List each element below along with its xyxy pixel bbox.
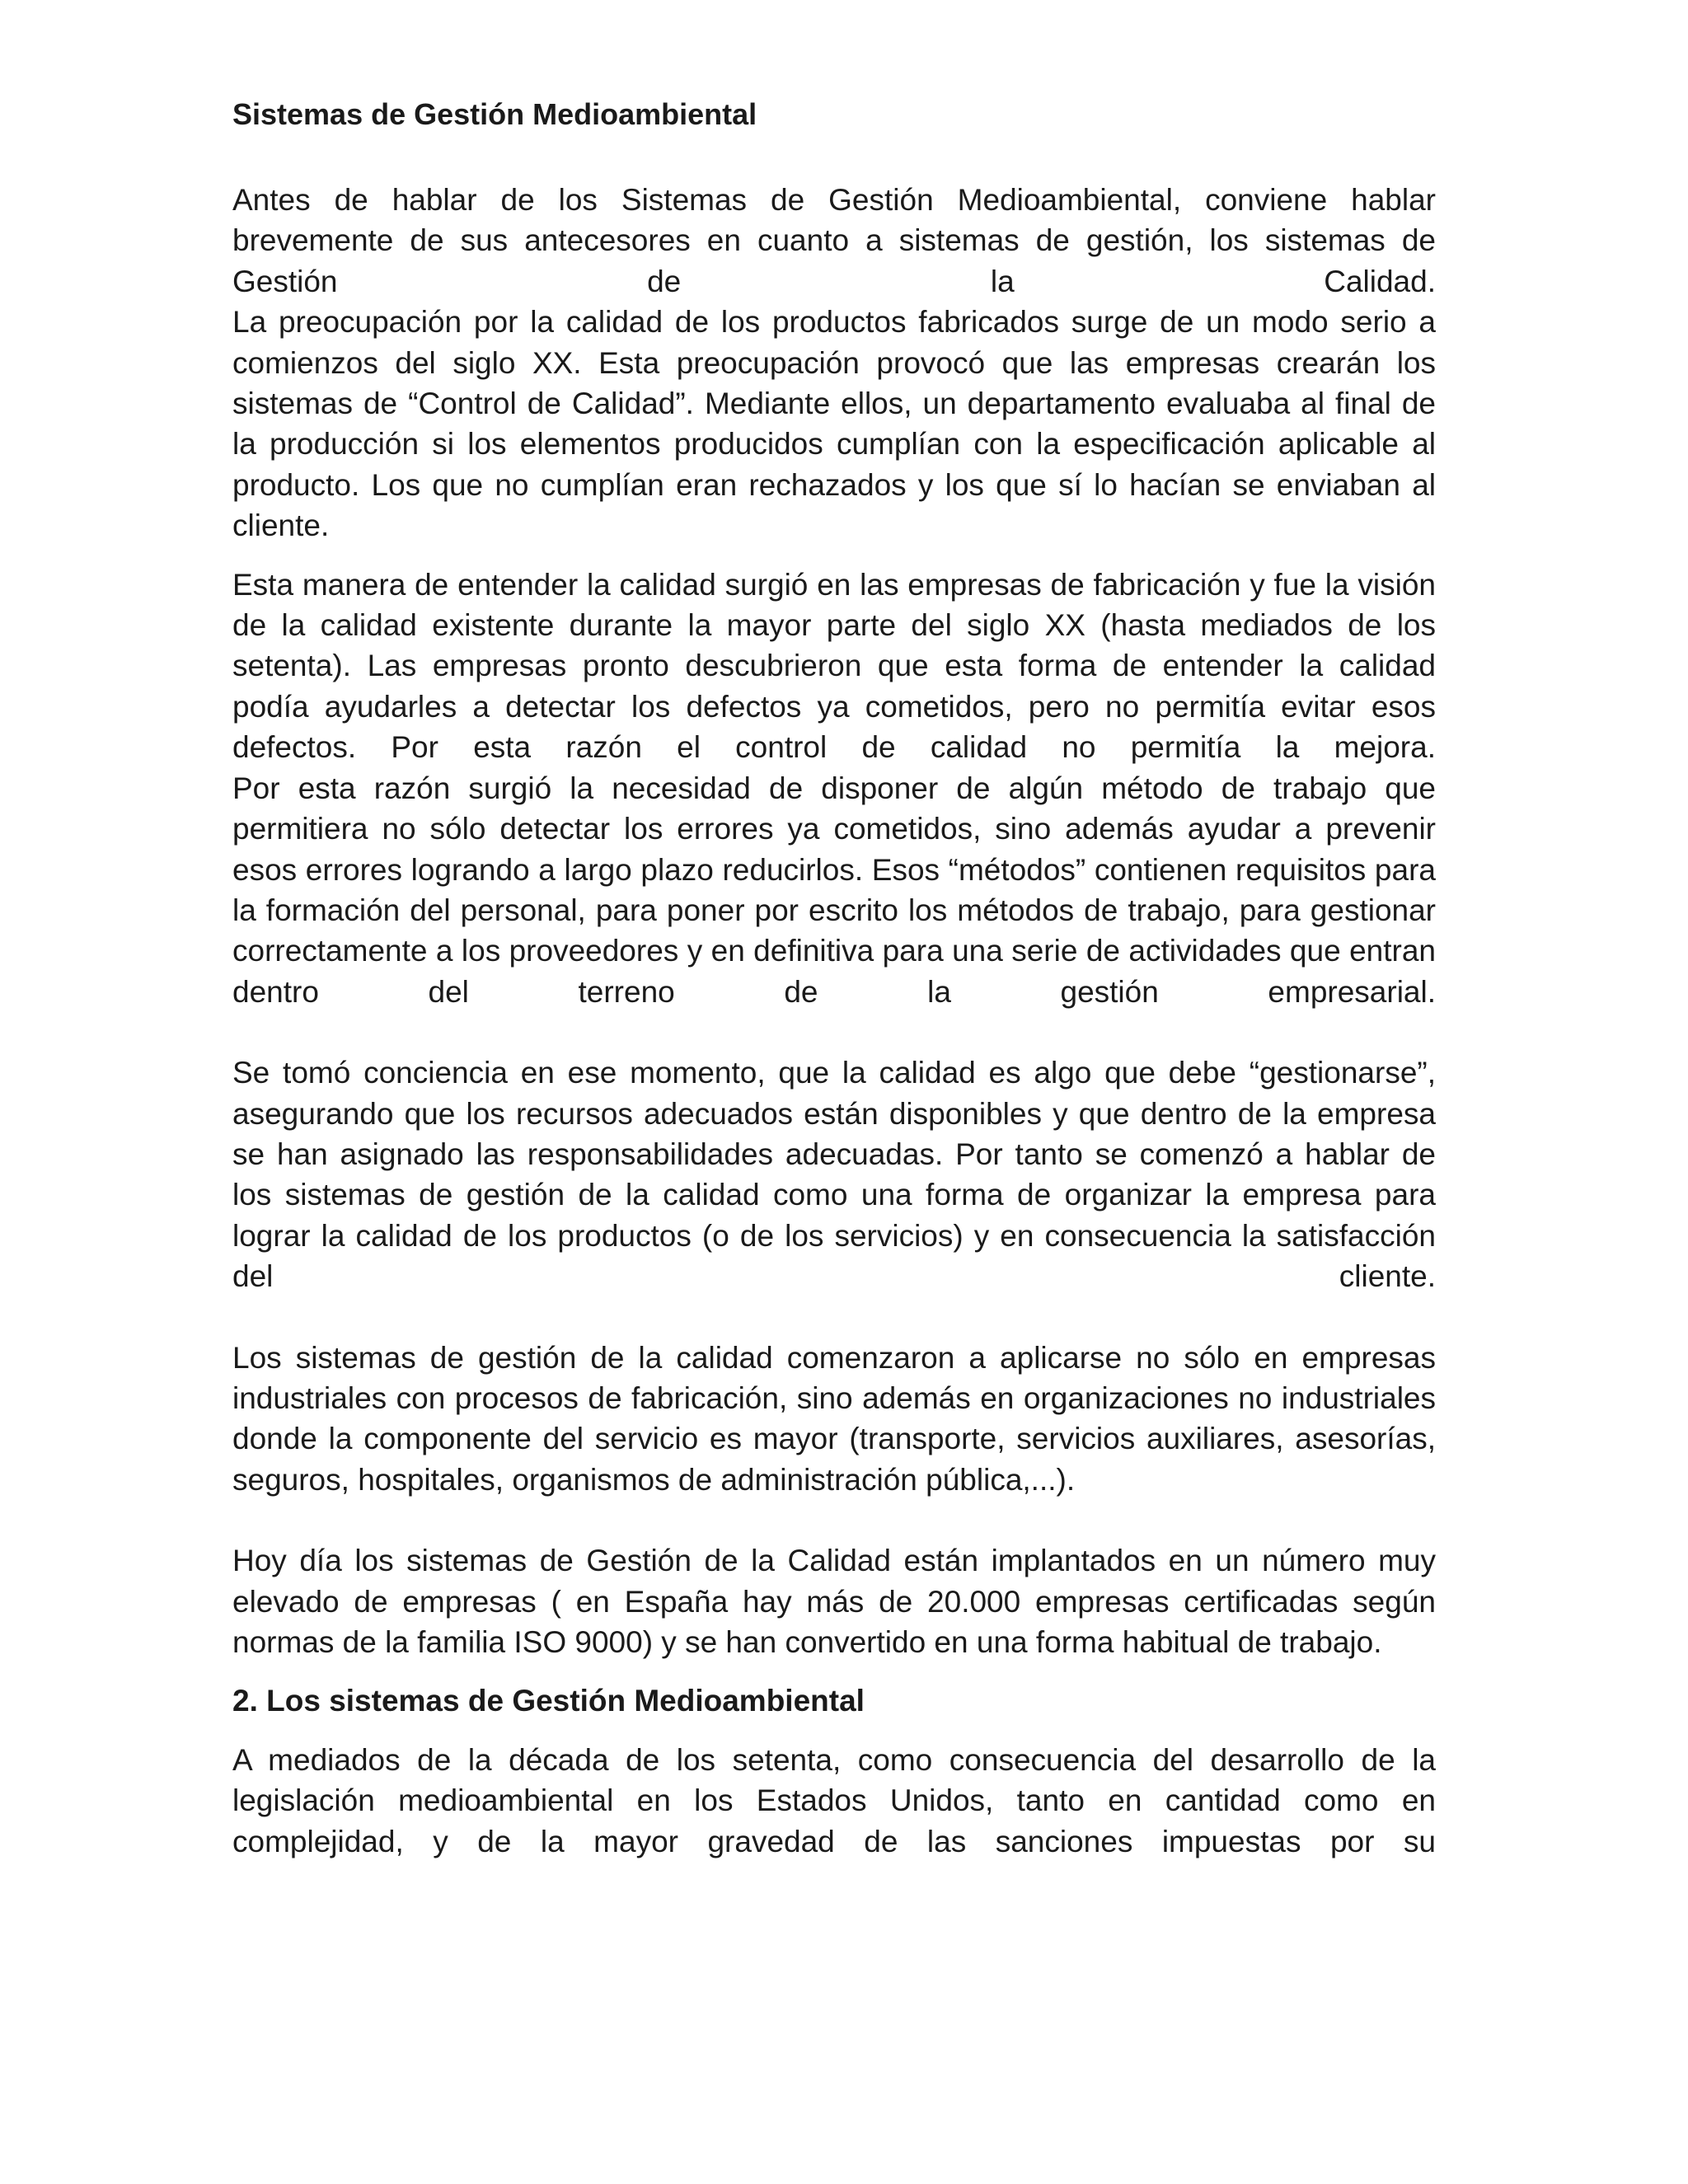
paragraph-intro-rest: La preocupación por la calidad de los productos fabricados surge de un modo serio a comienzos del siglo XX. Esta preocupación provocó que las empresas crearán los sistemas de “Control de Calidad”. Mediante ellos, un departamento evaluaba al final de la producción si los elementos producidos cumplían con la especificación aplicable al producto. Los que no cumplían eran rechazados y los que sí lo hacían se enviaban al cliente. bbox=[232, 305, 1436, 543]
paragraph-quality-today: Hoy día los sistemas de Gestión de la Calidad están implantados en un número muy elevado de empresas ( en España hay más de 20.000 empresas certificadas según normas de la familia ISO 9000) y se han convertido en una forma habitual de trabajo. bbox=[232, 1544, 1436, 1659]
paragraph-quality-vision: Esta manera de entender la calidad surgió en las empresas de fabricación y fue la visión de la calidad existente durante la mayor parte del siglo XX (hasta mediados de los setenta). Las empresas pronto descubrieron que esta forma de entender la calidad podía ayudarles a detectar los defectos ya cometidos, pero no permitía evitar esos defectos. Por esta razón el control de calidad no permitía la mejora. bbox=[232, 567, 1436, 765]
paragraph-environmental-origin: A mediados de la década de los setenta, como consecuencia del desarrollo de la legislación medioambiental en los Estados Unidos, tanto en cantidad como en complejidad, y de la mayor gravedad de las sanciones impuestas por su bbox=[232, 1742, 1436, 1858]
document-title: Sistemas de Gestión Medioambiental bbox=[232, 97, 757, 131]
section-heading: 2. Los sistemas de Gestión Medioambiental bbox=[232, 1684, 865, 1718]
paragraph-intro-lines: Antes de hablar de los Sistemas de Gestión Medioambiental, conviene hablar brevemente de sus antecesores en cuanto a sistemas de gestión, los sistemas de Gestión de la Calidad. bbox=[232, 183, 1436, 298]
paragraph-quality-application: Los sistemas de gestión de la calidad comenzaron a aplicarse no sólo en empresas industriales con procesos de fabricación, sino además en organizaciones no industriales donde la componente del servicio es mayor (transporte, servicios auxiliares, asesorías, seguros, hospitales, organismos de administración pública,...). bbox=[232, 1340, 1436, 1497]
paragraph-quality-methods: Por esta razón surgió la necesidad de disponer de algún método de trabajo que permitiera no sólo detectar los errores ya cometidos, sino además ayudar a prevenir esos errores logrando a largo plazo reducirlos. Esos “métodos” contienen requisitos para la formación del personal, para poner por escrito los métodos de trabajo, para gestionar correctamente a los proveedores y en definitiva para una serie de actividades que entran dentro del terreno de la gestión empresarial. bbox=[232, 771, 1436, 1009]
paragraph-quality-management: Se tomó conciencia en ese momento, que la calidad es algo que debe “gestionarse”, asegurando que los recursos adecuados están disponibles y que dentro de la empresa se han asignado las responsabilidades adecuadas. Por tanto se comenzó a hablar de los sistemas de gestión de la calidad como una forma de organizar la empresa para lograr la calidad de los productos (o de los servicios) y en consecuencia la satisfacción del cliente. bbox=[232, 1056, 1436, 1294]
document-page bbox=[232, 92, 1436, 1862]
